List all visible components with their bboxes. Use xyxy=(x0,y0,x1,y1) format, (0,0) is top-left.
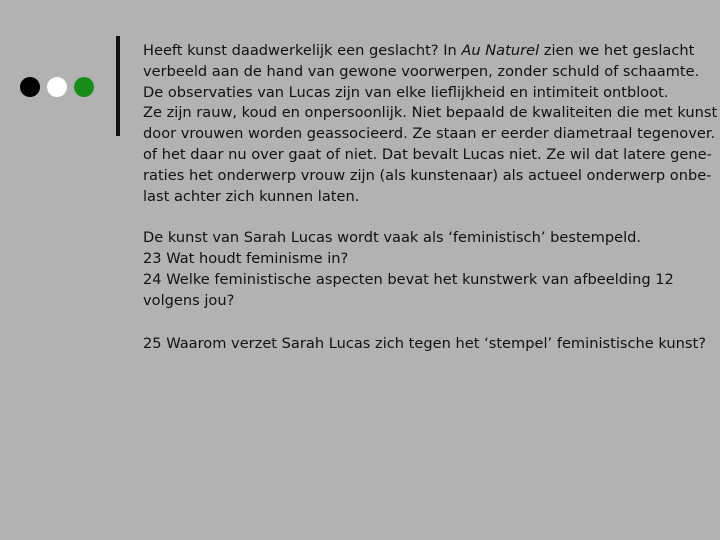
question-25-paragraph xyxy=(143,334,715,355)
vertical-divider xyxy=(116,36,120,136)
green-dot-icon xyxy=(74,77,94,97)
text-line: raties het onderwerp vrouw zijn (als kunstenaar) als actueel onderwerp onbe- xyxy=(143,166,712,184)
question-24-continued: volgens jou? xyxy=(143,291,235,309)
question-25: 25 Waarom verzet Sarah Lucas zich tegen het ‘stempel’ feministische kunst? xyxy=(143,334,706,352)
slide-body xyxy=(143,41,718,354)
question-23: 23 Wat houdt feminisme in? xyxy=(143,250,349,268)
text-line: of het daar nu over gaat of niet. Dat bevalt Lucas niet. Ze wil dat latere gene- xyxy=(143,145,712,163)
text-line: last achter zich kunnen laten. xyxy=(143,187,360,205)
black-dot-icon xyxy=(20,77,40,97)
text-line: door vrouwen worden geassocieerd. Ze staan er eerder diametraal tegenover. xyxy=(143,125,716,143)
text-line: Ze zijn rauw, koud en onpersoonlijk. Niet bepaald de kwaliteiten die met kunst xyxy=(143,104,718,122)
text-line: De kunst van Sarah Lucas wordt vaak als ‘feministisch’ bestempeld. xyxy=(143,229,642,247)
text-line: Heeft kunst daadwerkelijk een geslacht? In Au Naturel zien we het geslacht xyxy=(143,42,695,59)
paragraph-spacer xyxy=(143,312,715,334)
text-line: De observaties van Lucas zijn van elke lieflijkheid en intimiteit ontbloot. xyxy=(143,83,669,101)
white-dot-icon xyxy=(47,77,67,97)
artwork-title: Au Naturel xyxy=(461,42,540,59)
question-24: 24 Welke feministische aspecten bevat het kunstwerk van afbeelding 12 xyxy=(143,270,674,288)
intro-paragraph xyxy=(143,41,718,207)
paragraph-spacer xyxy=(143,207,715,228)
questions-paragraph xyxy=(143,228,715,311)
text-line: verbeeld aan de hand van gewone voorwerpen, zonder schuld of schaamte. xyxy=(143,62,700,80)
